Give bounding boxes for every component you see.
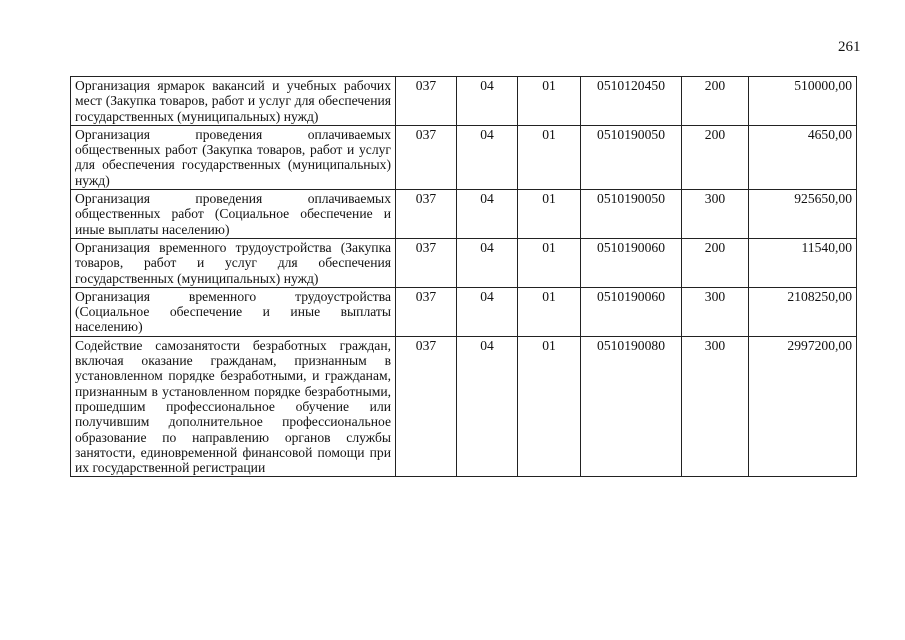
expense-type-cell: 300: [682, 287, 749, 336]
page-number: 261: [838, 39, 861, 55]
section-code-cell: 04: [457, 287, 518, 336]
section-code-cell: 04: [457, 125, 518, 189]
expense-name-cell: Организация проведения оплачиваемых общественных работ (Закупка товаров, работ и услуг для обеспечения государственных (муниципальных) нужд): [71, 125, 396, 189]
ministry-code-cell: 037: [396, 190, 457, 239]
expense-type-cell: 200: [682, 77, 749, 126]
subsection-code-cell: 01: [518, 125, 581, 189]
section-code-cell: 04: [457, 190, 518, 239]
target-article-cell: 0510190050: [581, 125, 682, 189]
table-row: [71, 287, 857, 336]
amount-cell: 11540,00: [749, 238, 857, 287]
table-row: [71, 190, 857, 239]
subsection-code-cell: 01: [518, 238, 581, 287]
expense-name-cell: Организация временного трудоустройства (Закупка товаров, работ и услуг для обеспечения государственных (муниципальных) нужд): [71, 238, 396, 287]
table-row: [71, 336, 857, 477]
amount-cell: 2997200,00: [749, 336, 857, 477]
table-row: [71, 125, 857, 189]
budget-table: [70, 76, 857, 477]
ministry-code-cell: 037: [396, 125, 457, 189]
subsection-code-cell: 01: [518, 77, 581, 126]
section-code-cell: 04: [457, 238, 518, 287]
amount-cell: 510000,00: [749, 77, 857, 126]
ministry-code-cell: 037: [396, 336, 457, 477]
target-article-cell: 0510120450: [581, 77, 682, 126]
amount-cell: 4650,00: [749, 125, 857, 189]
amount-cell: 925650,00: [749, 190, 857, 239]
expense-type-cell: 200: [682, 125, 749, 189]
ministry-code-cell: 037: [396, 238, 457, 287]
target-article-cell: 0510190060: [581, 287, 682, 336]
ministry-code-cell: 037: [396, 287, 457, 336]
amount-cell: 2108250,00: [749, 287, 857, 336]
table-row: [71, 238, 857, 287]
section-code-cell: 04: [457, 77, 518, 126]
subsection-code-cell: 01: [518, 336, 581, 477]
expense-type-cell: 200: [682, 238, 749, 287]
expense-type-cell: 300: [682, 190, 749, 239]
expense-name-cell: Организация временного трудоустройства (Социальное обеспечение и иные выплаты населению): [71, 287, 396, 336]
expense-name-cell: Организация ярмарок вакансий и учебных рабочих мест (Закупка товаров, работ и услуг для обеспечения государственных (муниципальных) нужд): [71, 77, 396, 126]
subsection-code-cell: 01: [518, 190, 581, 239]
ministry-code-cell: 037: [396, 77, 457, 126]
expense-name-cell: Организация проведения оплачиваемых общественных работ (Социальное обеспечение и иные выплаты населению): [71, 190, 396, 239]
target-article-cell: 0510190060: [581, 238, 682, 287]
target-article-cell: 0510190080: [581, 336, 682, 477]
expense-name-cell: Содействие самозанятости безработных граждан, включая оказание гражданам, признанным в установленном порядке безработными, и гражданам, признанным в установленном порядке безработными, прошедшим профессиональное обучение или получившим дополнительное профессиональное образование по направлению органов службы занятости, единовременной финансовой помощи при их государственной регистрации: [71, 336, 396, 477]
expense-type-cell: 300: [682, 336, 749, 477]
table-row: [71, 77, 857, 126]
target-article-cell: 0510190050: [581, 190, 682, 239]
section-code-cell: 04: [457, 336, 518, 477]
subsection-code-cell: 01: [518, 287, 581, 336]
